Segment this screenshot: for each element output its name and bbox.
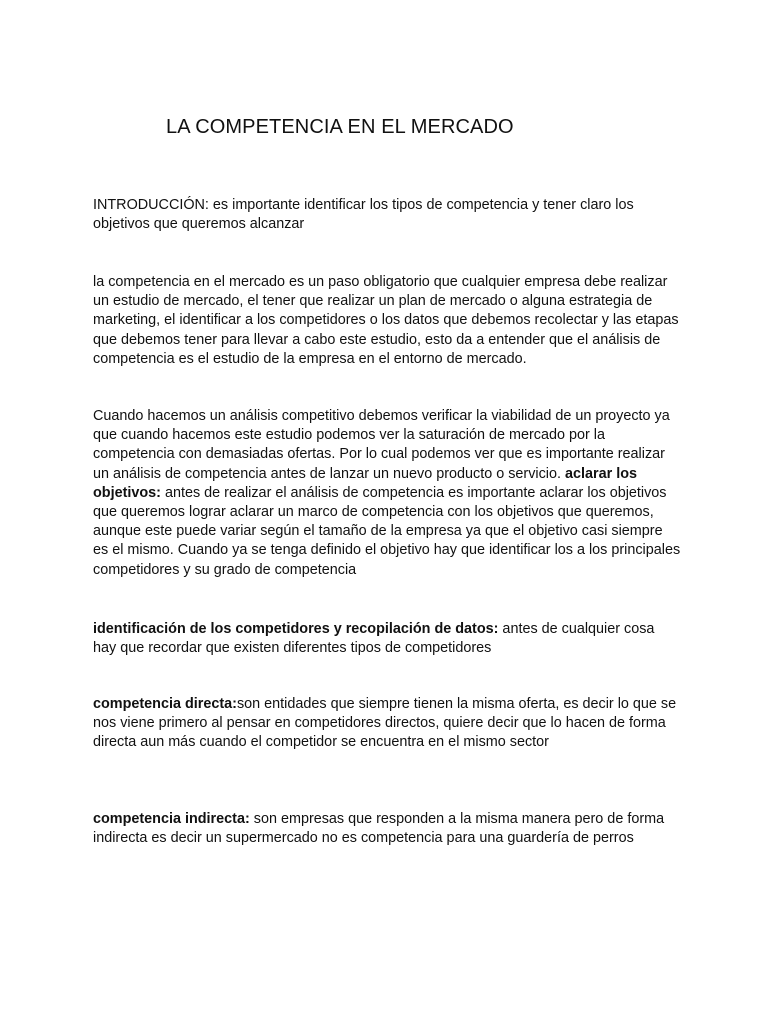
paragraph-2-text-b: antes de realizar el análisis de competencia es importante aclarar los objetivos que queremos lograr aclarar un marco de competencia con los objetivos que queremos, aunque este puede variar según el tamaño de la empresa ya que el objetivo casi siempre es el mismo. Cuando ya se tenga definido el objetivo hay que identificar los a los principales competidores y su grado de competencia [93,484,681,578]
paragraph-3-text: antes de cualquier cosa hay que recordar que existen diferentes tipos de competidores [93,621,655,657]
paragraph-4-bold: competencia directa: [93,696,237,712]
paragraph-4-text: son entidades que siempre tienen la misma oferta, es decir lo que se nos viene primero al pensar en competidores directos, quiere decir que lo hacen de forma directa aun más cuando el competidor se encuentra en el mismo sector [93,696,677,751]
paragraph-5 [93,810,681,848]
paragraph-5-text: son empresas que responden a la misma manera pero de forma indirecta es decir un supermercado no es competencia para una guardería de perros [93,811,665,847]
paragraph-2-text-a: Cuando hacemos un análisis competitivo debemos verificar la viabilidad de un proyecto ya que cuando hacemos este estudio podemos ver la saturación de mercado por la competencia con demasiadas ofertas. Por lo cual podemos ver que es importante realizar un análisis de competencia antes de lanzar un nuevo producto o servicio. [93,408,670,482]
paragraph-5-bold: competencia indirecta: [93,811,250,827]
intro-paragraph [93,196,681,234]
paragraph-3 [93,620,681,658]
paragraph-2 [93,407,681,580]
document-title: LA COMPETENCIA EN EL MERCADO [166,116,514,138]
paragraph-1: la competencia en el mercado es un paso obligatorio que cualquier empresa debe realizar un estudio de mercado, el tener que realizar un plan de mercado o alguna estrategia de marketing, el identificar a los competidores o los datos que debemos recolectar y las etapas que debemos tener para llevar a cabo este estudio, esto da a entender que el análisis de competencia es el estudio de la empresa en el entorno de mercado. [93,274,679,367]
intro-text: es importante identificar los tipos de competencia y tener claro los objetivos que queremos alcanzar [93,197,634,233]
intro-label: INTRODUCCIÓN: [93,197,209,213]
paragraph-4 [93,695,681,753]
paragraph-3-bold: identificación de los competidores y recopilación de datos: [93,621,499,637]
paragraph-2-bold: aclarar los objetivos: [93,465,637,501]
